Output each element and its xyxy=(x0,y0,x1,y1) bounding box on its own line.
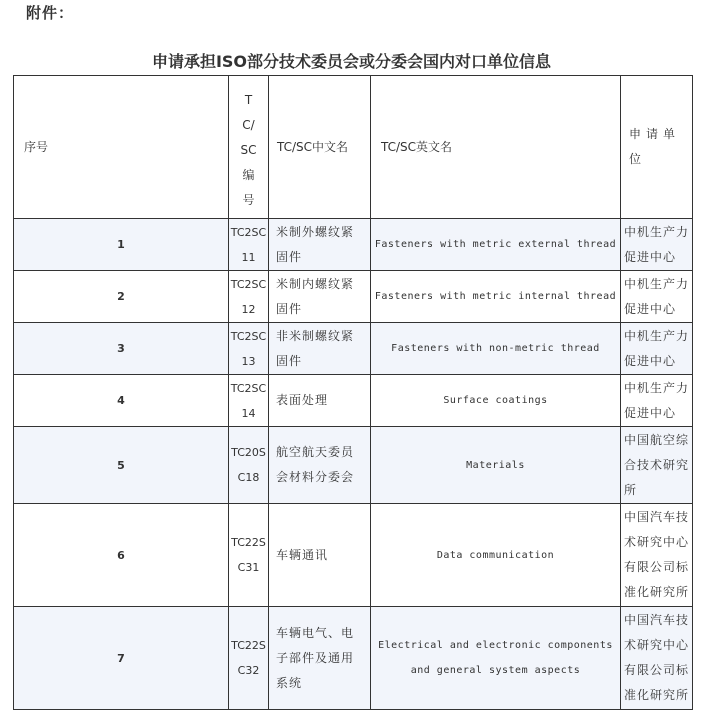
row-org: 中国汽车技术研究中心有限公司标准化研究所 xyxy=(621,607,693,710)
row-code: TC22SC32 xyxy=(229,607,269,710)
row-cn-name: 非米制螺纹紧固件 xyxy=(269,323,371,375)
header-cn-name: TC/SC中文名 xyxy=(269,76,371,219)
header-code-line: T xyxy=(244,92,253,107)
row-no: 1 xyxy=(14,219,229,271)
header-code-line: 编 xyxy=(242,167,255,182)
row-en-name: Materials xyxy=(371,427,621,504)
row-code: TC2SC13 xyxy=(229,323,269,375)
row-cn-name: 航空航天委员会材料分委会 xyxy=(269,427,371,504)
header-code xyxy=(229,76,269,219)
header-no: 序号 xyxy=(14,76,229,219)
header-code-line: 号 xyxy=(242,192,255,207)
row-no: 3 xyxy=(14,323,229,375)
table-row xyxy=(14,504,693,607)
row-org: 中机生产力促进中心 xyxy=(621,271,693,323)
row-no: 7 xyxy=(14,607,229,710)
attachment-label: 附件： xyxy=(26,4,75,22)
row-code: TC20SC18 xyxy=(229,427,269,504)
table-row xyxy=(14,323,693,375)
header-code-line: C/ xyxy=(242,117,255,132)
row-org: 中机生产力促进中心 xyxy=(621,323,693,375)
row-no: 6 xyxy=(14,504,229,607)
table-row xyxy=(14,271,693,323)
row-en-name: Data communication xyxy=(371,504,621,607)
row-org: 中机生产力促进中心 xyxy=(621,375,693,427)
table-row xyxy=(14,375,693,427)
row-cn-name: 车辆通讯 xyxy=(269,504,371,607)
row-cn-name: 米制内螺纹紧固件 xyxy=(269,271,371,323)
row-no: 4 xyxy=(14,375,229,427)
row-code: TC2SC12 xyxy=(229,271,269,323)
row-cn-name: 车辆电气、电子部件及通用系统 xyxy=(269,607,371,710)
row-no: 5 xyxy=(14,427,229,504)
table-row xyxy=(14,427,693,504)
row-cn-name: 米制外螺纹紧固件 xyxy=(269,219,371,271)
table-row xyxy=(14,219,693,271)
table-header-row xyxy=(14,76,693,219)
tc-sc-info-table xyxy=(13,75,693,710)
row-en-name: Fasteners with non-metric thread xyxy=(371,323,621,375)
table-row xyxy=(14,607,693,710)
row-code: TC2SC11 xyxy=(229,219,269,271)
row-en-name: Electrical and electronic components and general system aspects xyxy=(371,607,621,710)
row-org: 中国航空综合技术研究所 xyxy=(621,427,693,504)
page-title: 申请承担ISO部分技术委员会或分委会国内对口单位信息 xyxy=(151,52,552,71)
row-en-name: Fasteners with metric external thread xyxy=(371,219,621,271)
row-cn-name: 表面处理 xyxy=(269,375,371,427)
row-no: 2 xyxy=(14,271,229,323)
header-org: 申请单位 xyxy=(621,76,693,219)
row-en-name: Fasteners with metric internal thread xyxy=(371,271,621,323)
row-code: TC22SC31 xyxy=(229,504,269,607)
row-code: TC2SC14 xyxy=(229,375,269,427)
row-en-name: Surface coatings xyxy=(371,375,621,427)
row-org: 中国汽车技术研究中心有限公司标准化研究所 xyxy=(621,504,693,607)
row-org: 中机生产力促进中心 xyxy=(621,219,693,271)
header-code-line: SC xyxy=(240,142,257,157)
header-en-name: TC/SC英文名 xyxy=(371,76,621,219)
